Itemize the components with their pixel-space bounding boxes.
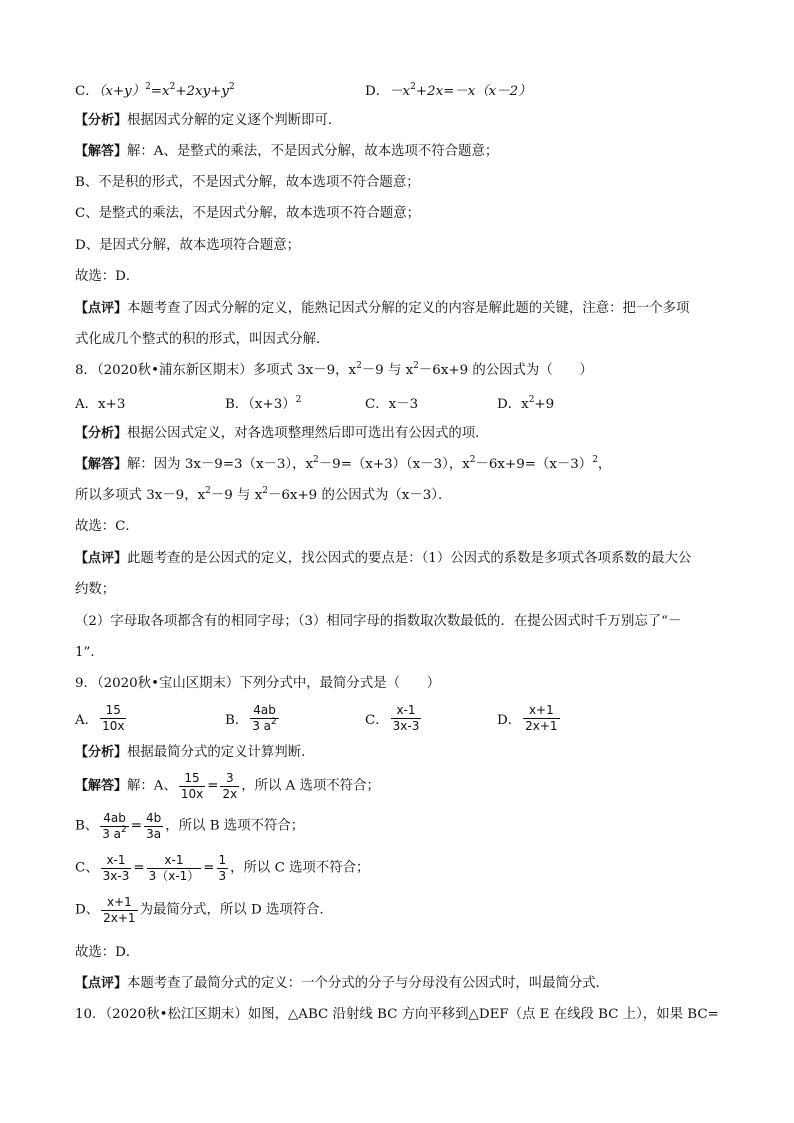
exponent: 2 (313, 455, 319, 465)
analysis-text: 根据公因式定义，对各选项整理然后即可选出有公因式的项． (127, 426, 489, 441)
analysis-tag: 【分析】 (75, 113, 128, 128)
exponent: 2 (169, 82, 176, 92)
answer-text: B、 (75, 818, 99, 834)
numerator: 4ab (250, 703, 279, 719)
denominator-text: 3 a (102, 827, 122, 841)
fraction (147, 853, 202, 884)
comment-tag: 【点评】 (75, 301, 128, 316)
q7-analysis (75, 112, 341, 130)
answer-text: 解：因为 3x－9=3（x－3），x (127, 457, 314, 472)
fraction (523, 703, 559, 734)
answer-text: －6x+9 的公因式为（x－3）． (267, 488, 452, 503)
answer-text: ，所以 B 选项不符合； (165, 818, 305, 834)
exponent: 2 (528, 395, 535, 405)
q8-stem (75, 362, 593, 380)
exponent: 2 (121, 825, 127, 835)
q8-answer-line-1 (75, 456, 611, 474)
fraction (250, 703, 279, 734)
denominator: 10x (102, 719, 125, 733)
exponent: 2 (262, 486, 268, 496)
answer-tag: 【解答】 (75, 778, 128, 794)
answer-text: 解：A、是整式的乘法，不是因式分解，故本选项不符合题意； (127, 144, 499, 159)
q9-option-c (365, 703, 423, 734)
exponent: 2 (295, 395, 302, 405)
numerator: x-1 (101, 853, 132, 869)
denominator: 2x+1 (103, 911, 136, 925)
denominator-text: 3 a (252, 719, 272, 733)
answer-text: 为最简分式，所以 D 选项符合． (139, 902, 333, 918)
q9-option-b (225, 703, 281, 734)
denominator: 3a (146, 827, 162, 841)
option-label: C． (365, 713, 389, 728)
q9-choice: 故选：D． (75, 945, 140, 960)
exponent: 2 (592, 455, 598, 465)
stem-text: 8．（2020秋•浦东新区期末）多项式 3x－9，x (75, 363, 357, 378)
denominator: 3 (218, 869, 227, 883)
q10-stem: 10．（2020秋•松江区期末）如图，△ABC 沿射线 BC 方向平移到△DEF（点 E 在线段 BC 上），如果 BC= (75, 1007, 719, 1022)
q9-analysis (75, 744, 314, 762)
option-text: D．x (497, 397, 529, 412)
stem-text: －6x+9 的公因式为（ ） (418, 363, 593, 378)
equals-sign: = (133, 860, 145, 876)
numerator: 4ab (100, 811, 129, 827)
analysis-text: 根据因式分解的定义逐个判断即可． (127, 113, 342, 128)
q8-answer-line-2 (75, 487, 451, 505)
answer-tag: 【解答】 (75, 457, 128, 472)
fraction (144, 811, 163, 842)
denominator: 2x+1 (525, 719, 558, 733)
answer-text: 解：A、 (127, 778, 177, 794)
numerator: 1 (218, 853, 227, 867)
q9-option-a (75, 703, 128, 734)
option-label: D． (497, 713, 522, 728)
expr: +2xy+y (175, 84, 229, 99)
q8-option-a: A．x+3 (75, 397, 126, 412)
denominator (250, 719, 279, 734)
fraction (179, 771, 205, 802)
numerator: 3 (220, 771, 239, 787)
exponent: 2 (228, 82, 235, 92)
exponent: 2 (356, 361, 362, 371)
answer-text: ，所以 A 选项不符合； (241, 778, 380, 794)
answer-text: ，所以 C 选项不符合； (230, 860, 370, 876)
answer-text: －9=（x+3）（x－3），x (318, 457, 470, 472)
fraction (217, 853, 229, 884)
numerator: 15 (179, 771, 205, 787)
q8-comment-line-4: 1”． (75, 645, 104, 660)
analysis-tag: 【分析】 (75, 426, 128, 441)
denominator: 3（x-1） (148, 869, 200, 883)
denominator: 3x-3 (102, 869, 130, 883)
denominator: 2x (222, 787, 238, 801)
expr: =x (150, 84, 170, 99)
numerator: 4b (146, 811, 162, 825)
q9-comment (75, 975, 609, 993)
q7-comment-line-1 (75, 300, 689, 318)
numerator: 15 (100, 703, 126, 719)
q9-answer-c (75, 853, 369, 884)
exponent: 2 (145, 82, 151, 92)
q9-stem: 9．（2020秋•宝山区期末）下列分式中，最简分式是（ ） (75, 676, 441, 691)
stem-text: －9 与 x (361, 363, 414, 378)
answer-text: 所以多项式 3x－9，x (75, 488, 206, 503)
analysis-tag: 【分析】 (75, 745, 128, 760)
q7-choice: 故选：D． (75, 269, 140, 284)
expr: －x (389, 84, 411, 99)
numerator: x+1 (101, 895, 137, 911)
option-text: B．（x+3） (225, 397, 296, 412)
q9-option-d (497, 703, 562, 734)
exponent: 2 (413, 361, 419, 371)
q8-comment-line-1 (75, 550, 691, 568)
q9-answer-b (75, 811, 304, 842)
q8-choice: 故选：C． (75, 519, 139, 534)
option-label: A． (75, 713, 99, 728)
comment-text: 本题考查了因式分解的定义，能熟记因式分解的定义的内容是解此题的关键，注意：把一个多项 (127, 301, 690, 316)
q9-answer-d (75, 895, 333, 926)
expr: （x+y） (98, 84, 146, 99)
exponent: 2 (469, 455, 476, 465)
equals-sign: = (130, 818, 143, 834)
q7-option-d (365, 80, 532, 99)
expr: +2x=－x（x－2） (415, 84, 532, 99)
option-label: D． (365, 84, 390, 99)
exponent: 2 (410, 82, 416, 92)
q7-option-c (75, 80, 235, 99)
q7-answer-line-1 (75, 143, 498, 161)
answer-text: D、 (75, 902, 100, 918)
fraction (100, 811, 129, 842)
q8-option-b (225, 393, 301, 412)
denominator: 3x-3 (392, 719, 420, 733)
numerator: x+1 (523, 703, 559, 719)
q7-answer-line-3: C、是整式的乘法，不是因式分解，故本选项不符合题意； (75, 206, 421, 221)
q7-comment-line-2: 式化成几个整式的积的形式，叫因式分解． (75, 332, 330, 347)
fraction (220, 771, 239, 802)
q7-answer-line-4: D、是因式分解，故本选项符合题意； (75, 238, 300, 253)
comment-text: 本题考查了最简分式的定义：一个分式的分子与分母没有公因式时，叫最简分式． (127, 976, 610, 991)
comment-tag: 【点评】 (75, 551, 128, 566)
denominator: 10x (180, 787, 204, 801)
q8-analysis (75, 425, 489, 443)
comment-text: 此题考查的是公因式的定义，找公因式的要点是：（1）公因式的系数是多项式各项系数的最大公 (127, 551, 692, 566)
numerator: x-1 (391, 703, 422, 719)
q7-answer-line-2: B、不是积的形式，不是因式分解，故本选项不符合题意； (75, 175, 420, 190)
q8-option-c: C．x－3 (365, 397, 419, 412)
exponent: 2 (271, 717, 277, 727)
answer-tag: 【解答】 (75, 144, 128, 159)
equals-sign: = (207, 778, 219, 794)
comment-tag: 【点评】 (75, 976, 128, 991)
exponent: 2 (205, 486, 211, 496)
fraction (101, 853, 132, 884)
answer-text: C、 (75, 860, 99, 876)
fraction (100, 703, 126, 734)
option-text: +9 (534, 397, 555, 412)
analysis-text: 根据最简分式的定义计算判断． (127, 745, 315, 760)
q8-comment-line-3: （2）字母取各项都含有的相同字母；（3）相同字母的指数取次数最低的．在提公因式时千万别忘了“－ (75, 614, 682, 629)
q9-answer-a (75, 771, 380, 802)
fraction (391, 703, 422, 734)
equals-sign: = (203, 860, 215, 876)
fraction (101, 895, 137, 926)
option-label: C． (75, 84, 99, 99)
answer-text: －9 与 x (210, 488, 263, 503)
q8-comment-line-2: 约数； (75, 582, 116, 597)
q8-option-d (497, 393, 554, 412)
option-label: B． (225, 713, 249, 728)
answer-text: －6x+9=（x－3） (475, 457, 593, 472)
denominator (100, 827, 129, 842)
answer-text: ， (597, 457, 612, 472)
numerator: x-1 (147, 853, 202, 869)
